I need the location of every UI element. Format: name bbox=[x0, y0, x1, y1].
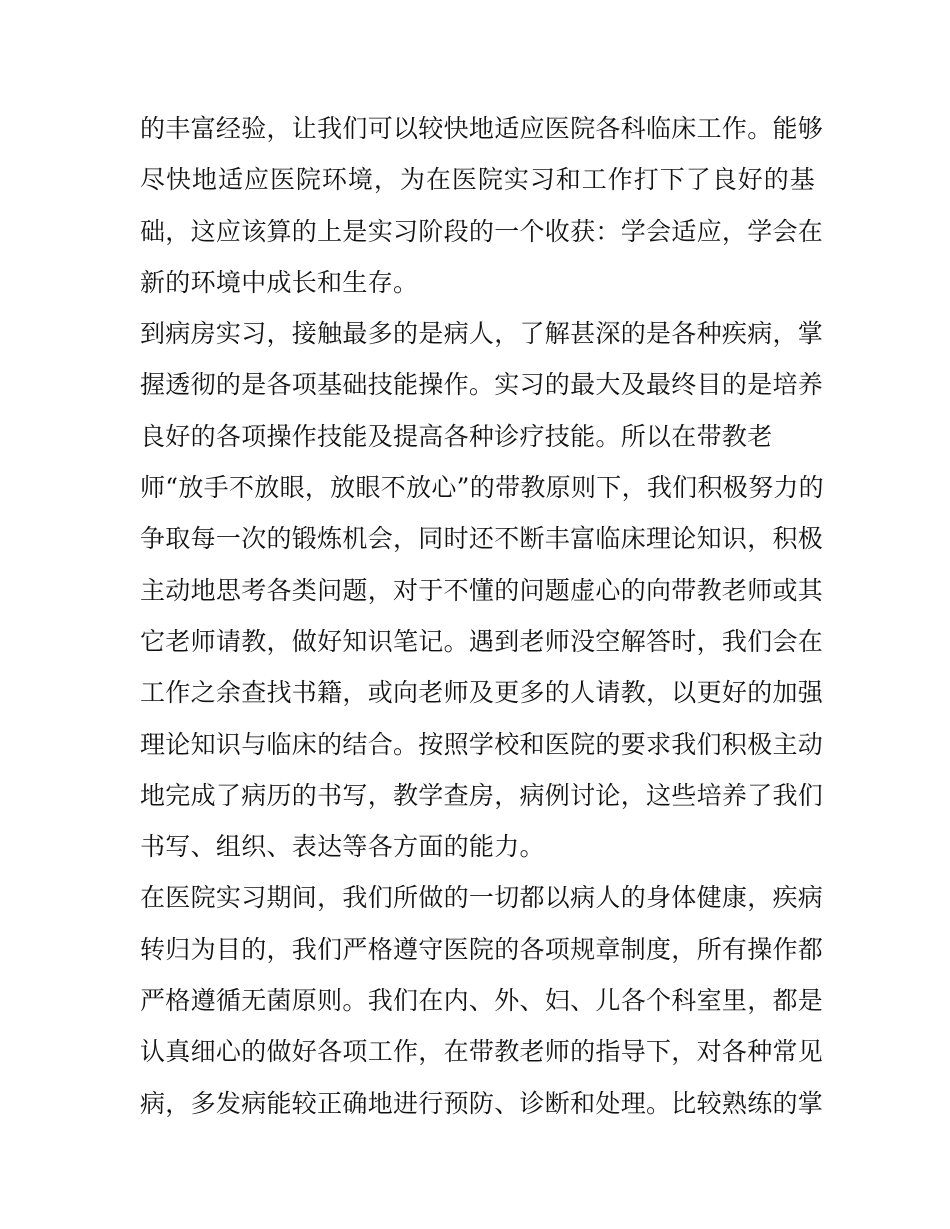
text-line: 转归为目的，我们严格遵守医院的各项规章制度，所有操作都 bbox=[140, 934, 824, 964]
text-line: 它老师请教，做好知识笔记。遇到老师没空解答时，我们会在 bbox=[140, 626, 824, 656]
text-line: 严格遵循无菌原则。我们在内、外、妇、儿各个科室里，都是 bbox=[140, 986, 824, 1016]
text-line: 到病房实习，接触最多的是病人，了解甚深的是各种疾病，掌 bbox=[140, 319, 824, 349]
text-line: 在医院实习期间，我们所做的一切都以病人的身体健康，疾病 bbox=[140, 883, 824, 913]
text-line: 争取每一次的锻炼机会，同时还不断丰富临床理论知识，积极 bbox=[140, 524, 824, 554]
text-line: 地完成了病历的书写，教学查房，病例讨论，这些培养了我们 bbox=[140, 780, 824, 810]
text-line: 工作之余查找书籍，或向老师及更多的人请教，以更好的加强 bbox=[140, 678, 824, 708]
text-line: 理论知识与临床的结合。按照学校和医院的要求我们积极主动 bbox=[140, 729, 824, 759]
text-line: 尽快地适应医院环境，为在医院实习和工作打下了良好的基 bbox=[140, 165, 815, 195]
text-line: 主动地思考各类问题，对于不懂的问题虚心的向带教老师或其 bbox=[140, 575, 824, 605]
text-line: 良好的各项操作技能及提高各种诊疗技能。所以在带教老 bbox=[140, 421, 773, 451]
text-line: 础，这应该算的上是实习阶段的一个收获：学会适应，学会在 bbox=[140, 216, 824, 246]
text-line: 师“放手不放眼，放眼不放心”的带教原则下，我们积极努力的 bbox=[140, 473, 824, 503]
text-line: 病，多发病能较正确地进行预防、诊断和处理。比较熟练的掌 bbox=[140, 1088, 824, 1118]
text-line: 书写、组织、表达等各方面的能力。 bbox=[140, 832, 545, 862]
text-line: 新的环境中成长和生存。 bbox=[140, 267, 419, 297]
text-line: 认真细心的做好各项工作，在带教老师的指导下，对各种常见 bbox=[140, 1037, 824, 1067]
body-text bbox=[140, 103, 824, 1129]
text-line: 的丰富经验，让我们可以较快地适应医院各科临床工作。能够 bbox=[140, 114, 824, 143]
text-line: 握透彻的是各项基础技能操作。实习的最大及最终目的是培养 bbox=[140, 370, 824, 400]
